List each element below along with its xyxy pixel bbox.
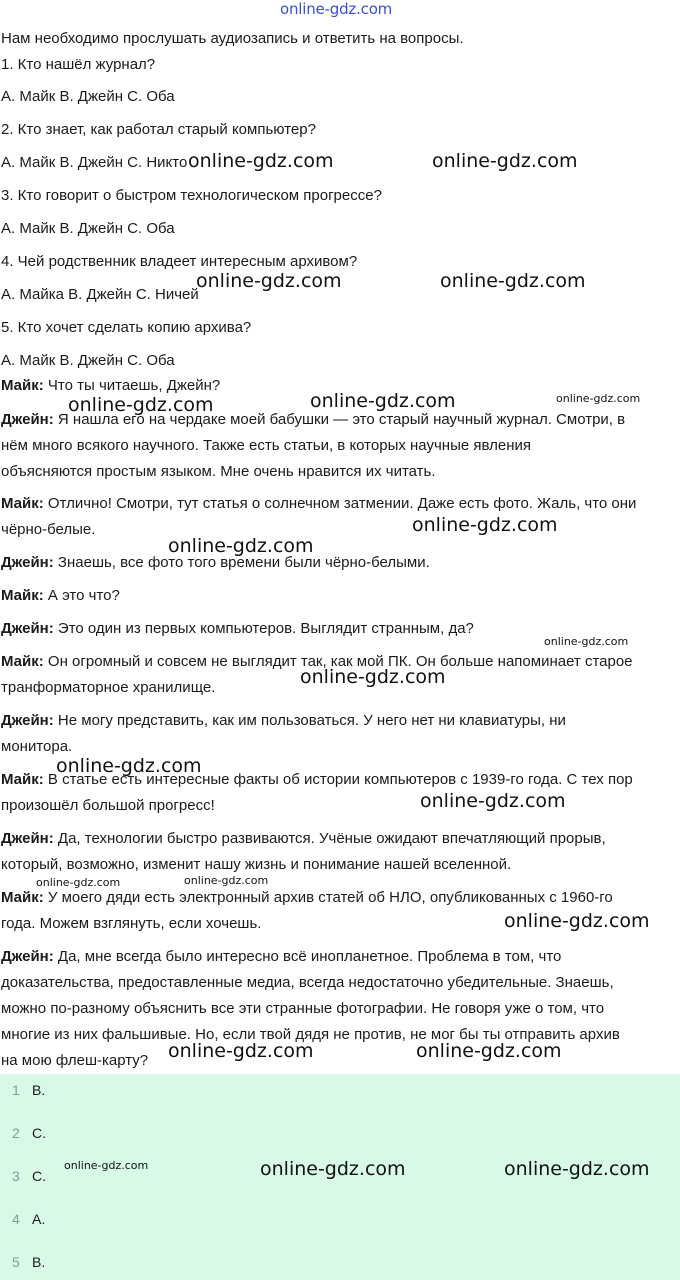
watermark-text: online-gdz.com xyxy=(544,635,629,648)
line-text: 3. Кто говорит о быстром технологическом прогрессе? xyxy=(1,187,382,204)
dialogue-line xyxy=(1,376,220,396)
line-text: 5. Кто хочет сделать копию архива? xyxy=(1,319,252,336)
line-text: В статье есть интересные факты об истории компьютеров с 1939-го года. С тех пор xyxy=(43,771,633,788)
line-text: года. Можем взглянуть, если хочешь. xyxy=(1,915,262,932)
question-text xyxy=(1,318,251,338)
dialogue-line xyxy=(1,619,474,639)
line-text: объясняются простым языком. Мне очень нравится их читать. xyxy=(1,463,436,480)
watermark-text: online-gdz.com xyxy=(416,1040,562,1062)
watermark-text: online-gdz.com xyxy=(56,755,202,777)
line-text: чёрно-белые. xyxy=(1,521,96,538)
dialogue-line xyxy=(1,494,636,514)
watermark-text: online-gdz.com xyxy=(64,1159,149,1172)
dialogue-line-continued xyxy=(1,1051,148,1071)
watermark-text: online-gdz.com xyxy=(504,910,650,932)
line-text: A. Майка B. Джейн C. Ничей xyxy=(1,286,199,303)
speaker-name: Джейн: xyxy=(1,620,54,637)
line-text: A. Майк B. Джейн C. Оба xyxy=(1,352,175,369)
speaker-name: Джейн: xyxy=(1,411,54,428)
watermark-text: online-gdz.com xyxy=(300,666,446,688)
answer-number: 4 xyxy=(12,1211,20,1227)
line-text: на мою флеш-карту? xyxy=(1,1052,149,1069)
line-text: 1. Кто нашёл журнал? xyxy=(1,56,156,73)
watermark-text: online-gdz.com xyxy=(168,1040,314,1062)
question-text xyxy=(1,120,316,140)
line-text: транформаторное хранилище. xyxy=(1,679,216,696)
watermark-text: online-gdz.com xyxy=(432,150,578,172)
watermark-text: online-gdz.com xyxy=(188,150,334,172)
watermark-text: online-gdz.com xyxy=(504,1158,650,1180)
speaker-name: Майк: xyxy=(1,653,44,670)
line-text: У моего дяди есть электронный архив статей об НЛО, опубликованных с 1960-го xyxy=(43,889,613,906)
line-text: произошёл большой прогресс! xyxy=(1,797,215,814)
line-text: Я нашла его на чердаке моей бабушки — это старый научный журнал. Смотри, в xyxy=(53,411,626,428)
answer-value: B. xyxy=(32,1254,46,1270)
line-text: доказательства, предоставленные медиа, всегда недостаточно убедительные. Знаешь, xyxy=(1,974,614,991)
speaker-name: Майк: xyxy=(1,377,44,394)
dialogue-line-continued xyxy=(1,855,511,875)
line-text: Да, технологии быстро развиваются. Учёные ожидают впечатляющий прорыв, xyxy=(53,830,606,847)
watermark-text: online-gdz.com xyxy=(184,874,269,887)
watermark-text: online-gdz.com xyxy=(260,1158,406,1180)
line-text: 4. Чей родственник владеет интересным архивом? xyxy=(1,253,358,270)
question-options xyxy=(1,285,199,305)
speaker-name: Майк: xyxy=(1,587,44,604)
line-text: Нам необходимо прослушать аудиозапись и ответить на вопросы. xyxy=(1,30,464,47)
speaker-name: Джейн: xyxy=(1,948,54,965)
dialogue-line-continued xyxy=(1,436,531,456)
answer-value: C. xyxy=(32,1168,46,1184)
line-text: 2. Кто знает, как работал старый компьютер? xyxy=(1,121,316,138)
dialogue-line xyxy=(1,711,566,731)
dialogue-line-continued xyxy=(1,520,95,540)
watermark-text: online-gdz.com xyxy=(196,270,342,292)
speaker-name: Джейн: xyxy=(1,712,54,729)
question-options xyxy=(1,153,187,173)
dialogue-line-continued xyxy=(1,914,261,934)
watermark-text: online-gdz.com xyxy=(68,394,214,416)
dialogue-line-continued xyxy=(1,737,72,757)
question-options xyxy=(1,351,175,371)
line-text: нём много всякого научного. Также есть статьи, в которых научные явления xyxy=(1,437,531,454)
line-text: монитора. xyxy=(1,738,73,755)
watermark-text: online-gdz.com xyxy=(280,0,393,18)
question-text xyxy=(1,55,155,75)
watermark-text: online-gdz.com xyxy=(168,535,314,557)
watermark-text: online-gdz.com xyxy=(36,876,121,889)
line-text: Отлично! Смотри, тут статья о солнечном затмении. Даже есть фото. Жаль, что они xyxy=(43,495,637,512)
dialogue-line-continued xyxy=(1,678,215,698)
watermark-text: online-gdz.com xyxy=(310,390,456,412)
answer-number: 2 xyxy=(12,1125,20,1141)
speaker-name: Майк: xyxy=(1,771,44,788)
dialogue-line-continued xyxy=(1,999,604,1019)
dialogue-line-continued xyxy=(1,796,215,816)
question-options xyxy=(1,219,175,239)
speaker-name: Майк: xyxy=(1,495,44,512)
answer-number: 3 xyxy=(12,1168,20,1184)
line-text: Знаешь, все фото того времени были чёрно-белыми. xyxy=(53,554,430,571)
dialogue-line xyxy=(1,829,606,849)
line-text: Он огромный и совсем не выглядит так, как мой ПК. Он больше напоминает старое xyxy=(43,653,633,670)
line-text: который, возможно, изменит нашу жизнь и понимание нашей вселенной. xyxy=(1,856,512,873)
watermark-text: online-gdz.com xyxy=(412,514,558,536)
line-text: Что ты читаешь, Джейн? xyxy=(43,377,221,394)
watermark-text: online-gdz.com xyxy=(420,790,566,812)
line-text: Это один из первых компьютеров. Выглядит странным, да? xyxy=(53,620,474,637)
question-options xyxy=(1,87,175,107)
answer-value: C. xyxy=(32,1125,46,1141)
answer-number: 5 xyxy=(12,1254,20,1270)
line-text: Не могу представить, как им пользоваться. У него нет ни клавиатуры, ни xyxy=(53,712,566,729)
question-text xyxy=(1,186,382,206)
speaker-name: Майк: xyxy=(1,889,44,906)
line-text: A. Майк B. Джейн C. Оба xyxy=(1,220,175,237)
line-text: A. Майк B. Джейн C. Никто xyxy=(1,154,188,171)
answer-value: A. xyxy=(32,1211,46,1227)
line-text: А это что? xyxy=(43,587,120,604)
dialogue-line-continued xyxy=(1,462,436,482)
dialogue-line xyxy=(1,947,561,967)
watermark-text: online-gdz.com xyxy=(440,270,586,292)
line-text: многие из них фальшивые. Но, если твой дядя не против, не мог бы ты отправить архив xyxy=(1,1026,620,1043)
question-text xyxy=(1,252,357,272)
dialogue-line xyxy=(1,586,120,606)
line-text: Да, мне всегда было интересно всё инопланетное. Проблема в том, что xyxy=(53,948,562,965)
line-text: можно по-разному объяснить все эти странные фотографии. Не говоря уже о том, что xyxy=(1,1000,605,1017)
speaker-name: Джейн: xyxy=(1,554,54,571)
watermark-text: online-gdz.com xyxy=(556,392,641,405)
intro-text xyxy=(1,29,464,49)
line-text: A. Майк B. Джейн C. Оба xyxy=(1,88,175,105)
speaker-name: Джейн: xyxy=(1,830,54,847)
dialogue-line xyxy=(1,888,613,908)
answer-value: B. xyxy=(32,1082,46,1098)
answer-number: 1 xyxy=(12,1082,20,1098)
dialogue-line-continued xyxy=(1,973,614,993)
